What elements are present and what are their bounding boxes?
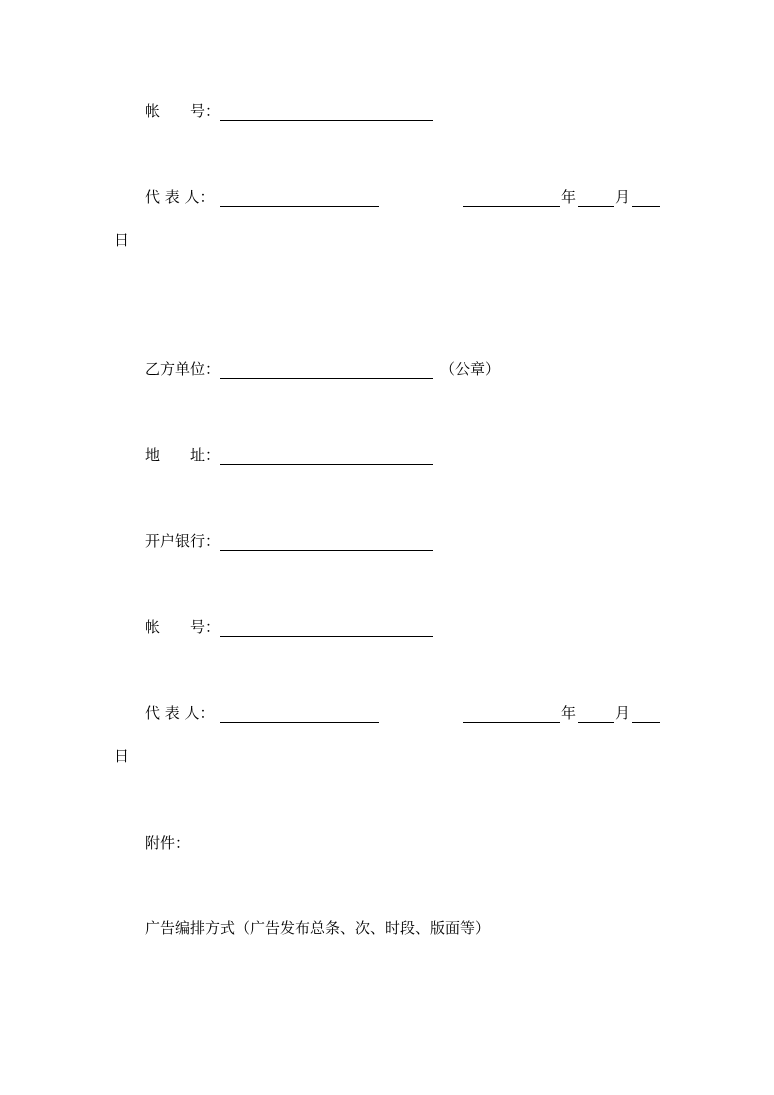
party-b-year-label: 年 bbox=[561, 704, 577, 722]
party-b-month-field[interactable] bbox=[578, 702, 614, 723]
party-b-account-field[interactable] bbox=[220, 616, 433, 637]
party-b-unit-field[interactable] bbox=[220, 358, 433, 379]
party-a-year-label: 年 bbox=[561, 188, 577, 206]
party-b-bank-label: 开户银行： bbox=[145, 532, 221, 550]
party-a-rep-label: 代 表 人： bbox=[145, 188, 215, 206]
party-b-day-label: 日 bbox=[114, 747, 130, 765]
party-a-day-field[interactable] bbox=[632, 186, 660, 207]
party-b-unit-label: 乙方单位： bbox=[145, 360, 221, 378]
party-a-account-row bbox=[0, 100, 774, 122]
party-b-address-field[interactable] bbox=[220, 444, 433, 465]
party-b-account-row bbox=[0, 616, 774, 638]
party-b-address-label-2: 址： bbox=[190, 446, 221, 464]
attachment-description: 广告编排方式（广告发布总条、次、时段、版面等） bbox=[145, 919, 491, 937]
party-a-rep-field[interactable] bbox=[220, 186, 379, 207]
party-a-account-label-1: 帐 bbox=[145, 102, 161, 120]
party-a-year-field[interactable] bbox=[463, 186, 560, 207]
party-a-month-label: 月 bbox=[615, 188, 631, 206]
attachment-row bbox=[0, 832, 774, 854]
party-b-month-label: 月 bbox=[615, 704, 631, 722]
attachment-description-row bbox=[0, 917, 774, 939]
party-b-account-label-1: 帐 bbox=[145, 618, 161, 636]
party-b-bank-field[interactable] bbox=[220, 530, 433, 551]
party-a-account-label-2: 号： bbox=[190, 102, 221, 120]
party-b-rep-field[interactable] bbox=[220, 702, 379, 723]
party-b-address-label-1: 地 bbox=[145, 446, 161, 464]
party-b-rep-label: 代 表 人： bbox=[145, 704, 215, 722]
party-b-rep-row bbox=[0, 702, 774, 724]
party-a-day-label: 日 bbox=[114, 231, 130, 249]
party-a-rep-row bbox=[0, 186, 774, 208]
party-b-day-field[interactable] bbox=[632, 702, 660, 723]
party-b-account-label-2: 号： bbox=[190, 618, 221, 636]
party-b-address-row bbox=[0, 444, 774, 466]
party-b-bank-row bbox=[0, 530, 774, 552]
party-b-year-field[interactable] bbox=[463, 702, 560, 723]
party-b-unit-row bbox=[0, 358, 774, 380]
party-a-account-field[interactable] bbox=[220, 100, 433, 121]
party-b-seal-note: （公章） bbox=[440, 360, 501, 378]
attachment-label: 附件： bbox=[145, 834, 191, 852]
party-a-month-field[interactable] bbox=[578, 186, 614, 207]
